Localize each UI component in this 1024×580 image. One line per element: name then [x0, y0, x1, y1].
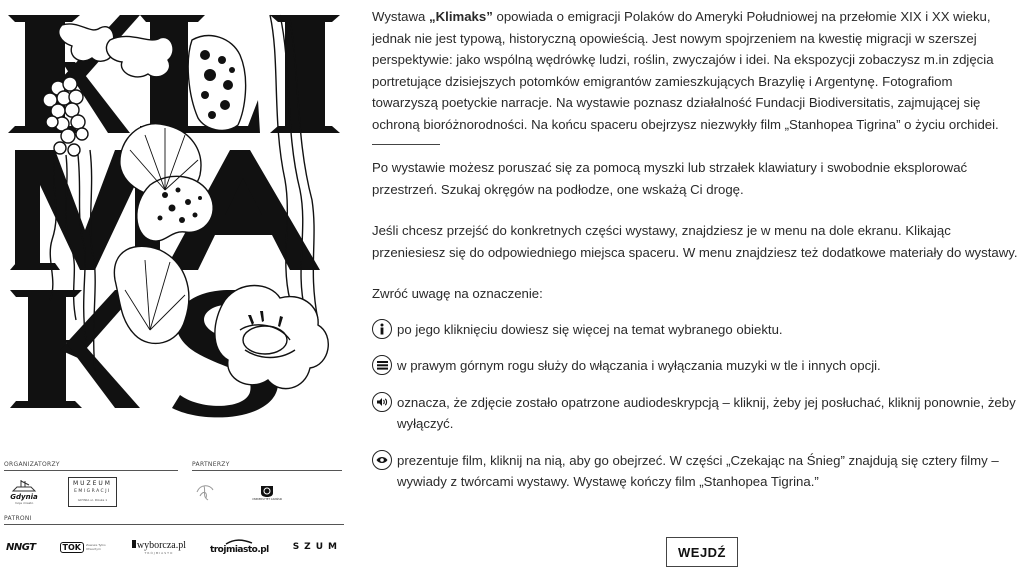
muzeum-logo-line1: MUZEUM: [73, 480, 112, 487]
organizers-label: ORGANIZATORZY: [4, 461, 178, 471]
audio-icon: [372, 392, 392, 412]
ug-emblem-icon: [260, 484, 274, 498]
wyborcza-logo-sub: TRÓJMIASTO: [144, 550, 174, 555]
menu-icon: [372, 355, 392, 375]
klimaks-poster: [0, 0, 345, 425]
trojmiasto-logo-text: trojmiasto.pl: [209, 545, 269, 555]
left-panel: [0, 0, 360, 580]
intro-prefix: Wystawa: [372, 9, 430, 24]
szum-logo[interactable]: SZUM: [292, 542, 342, 552]
nngt-logo[interactable]: NNGT: [6, 541, 36, 553]
exhibition-title: „Klimaks”: [429, 9, 493, 24]
tok-logo-sub: Zawsze Tylko Otwartym: [85, 543, 106, 551]
muzeum-emigracji-logo[interactable]: [68, 477, 117, 507]
legend-heading: Zwróć uwagę na oznaczenie:: [372, 286, 543, 301]
navigation-instructions: Po wystawie możesz poruszać się za pomocą myszki lub strzałek klawiatury i swobodnie eksplorować przestrzeń. Szukaj okręgów na podłodze, one wskażą Ci drogę.: [372, 160, 968, 197]
menu-instructions: Jeśli chcesz przejść do konkretnych części wystawy, znajdziesz je w menu na dole ekranu. Klikając przeniesiesz się do odpowiedniego miejsca spaceru. W menu znajdziesz też dodatkowe materiały do wystawy.: [372, 223, 1018, 260]
ug-logo-text: UNIWERSYTET GDAŃSKI: [252, 497, 283, 501]
trojmiasto-logo[interactable]: [210, 539, 269, 555]
wyborcza-mark-icon: [132, 540, 136, 548]
tok-fm-logo[interactable]: [60, 542, 108, 553]
info-icon: [372, 319, 392, 339]
muzeum-logo-line2: EMIGRACJI: [74, 489, 111, 494]
eye-icon: [372, 450, 392, 470]
legend-text: prezentuje film, kliknij na nią, aby go obejrzeć. W części „Czekając na Śnieg” znajdują się cztery filmy – wywiady z twórcami wystawy. Wystawę kończy film „Stanhopea Tigrina.”: [397, 452, 999, 489]
tok-logo-text: TOK: [60, 542, 84, 553]
legend-item-menu: [372, 355, 1020, 377]
patrons-label: PATRONI: [4, 515, 344, 525]
legend-item-info: [372, 319, 1020, 341]
gdynia-logo-text: Gdynia: [10, 493, 38, 501]
wyborcza-logo-text: wyborcza.pl: [136, 539, 187, 551]
ship-icon: [9, 479, 39, 493]
legend-text: w prawym górnym rogu służy do włączania i wyłączania muzyki w tle i innych opcji.: [397, 358, 881, 373]
uniwersytet-gdanski-logo[interactable]: [252, 484, 282, 501]
intro-text: opowiada o emigracji Polaków do Ameryki Południowej na przełomie XIX i XX wieku, jednak nie jest typową, historyczną opowieścią. Jest nowym spojrzeniem na kwestię migracji w szerszej perspektywie: jako wspólną wędrówkę ludzi, roślin, zwyczajów i idei. Na ekspozycji zobaczysz m.in zdjęcia portretujące dzisiejszych potomków emigrantów zamieszkujących Brazylię i Argentynę. Fotografiom towarzyszą poetyckie narracje. Na wystawie poznasz działalność Fundacji Biodiversitatis, zajmującej się ochroną bioróżnorodności. Na końcu spaceru obejrzysz niezwykły film „Stanhopea Tigrina” o życiu orchidei.: [372, 9, 999, 132]
legend-text: po jego kliknięciu dowiesz się więcej na temat wybranego obiektu.: [397, 321, 783, 337]
section-divider: [372, 144, 440, 145]
legend-text: oznacza, że zdjęcie zostało opatrzone audiodeskrypcją – kliknij, żeby jej posłuchać, kliknij ponownie, żeby wyłączyć.: [397, 394, 1016, 431]
sponsors-section: [4, 461, 344, 569]
enter-button[interactable]: WEJDŹ: [666, 537, 738, 567]
intro-paragraph: [372, 6, 1020, 135]
legend-item-film: [372, 450, 1020, 493]
legend-item-audio: [372, 392, 1020, 435]
gdynia-logo[interactable]: [6, 479, 42, 505]
biodiversitatis-logo[interactable]: [194, 482, 216, 502]
wyborcza-logo[interactable]: [132, 540, 186, 555]
partners-label: PARTNERZY: [192, 461, 342, 471]
intro-content: [372, 6, 1020, 508]
gdynia-logo-sub: moje miasto: [14, 501, 34, 505]
muzeum-logo-line3: GDYNIA ul. Polska 1: [77, 498, 108, 502]
